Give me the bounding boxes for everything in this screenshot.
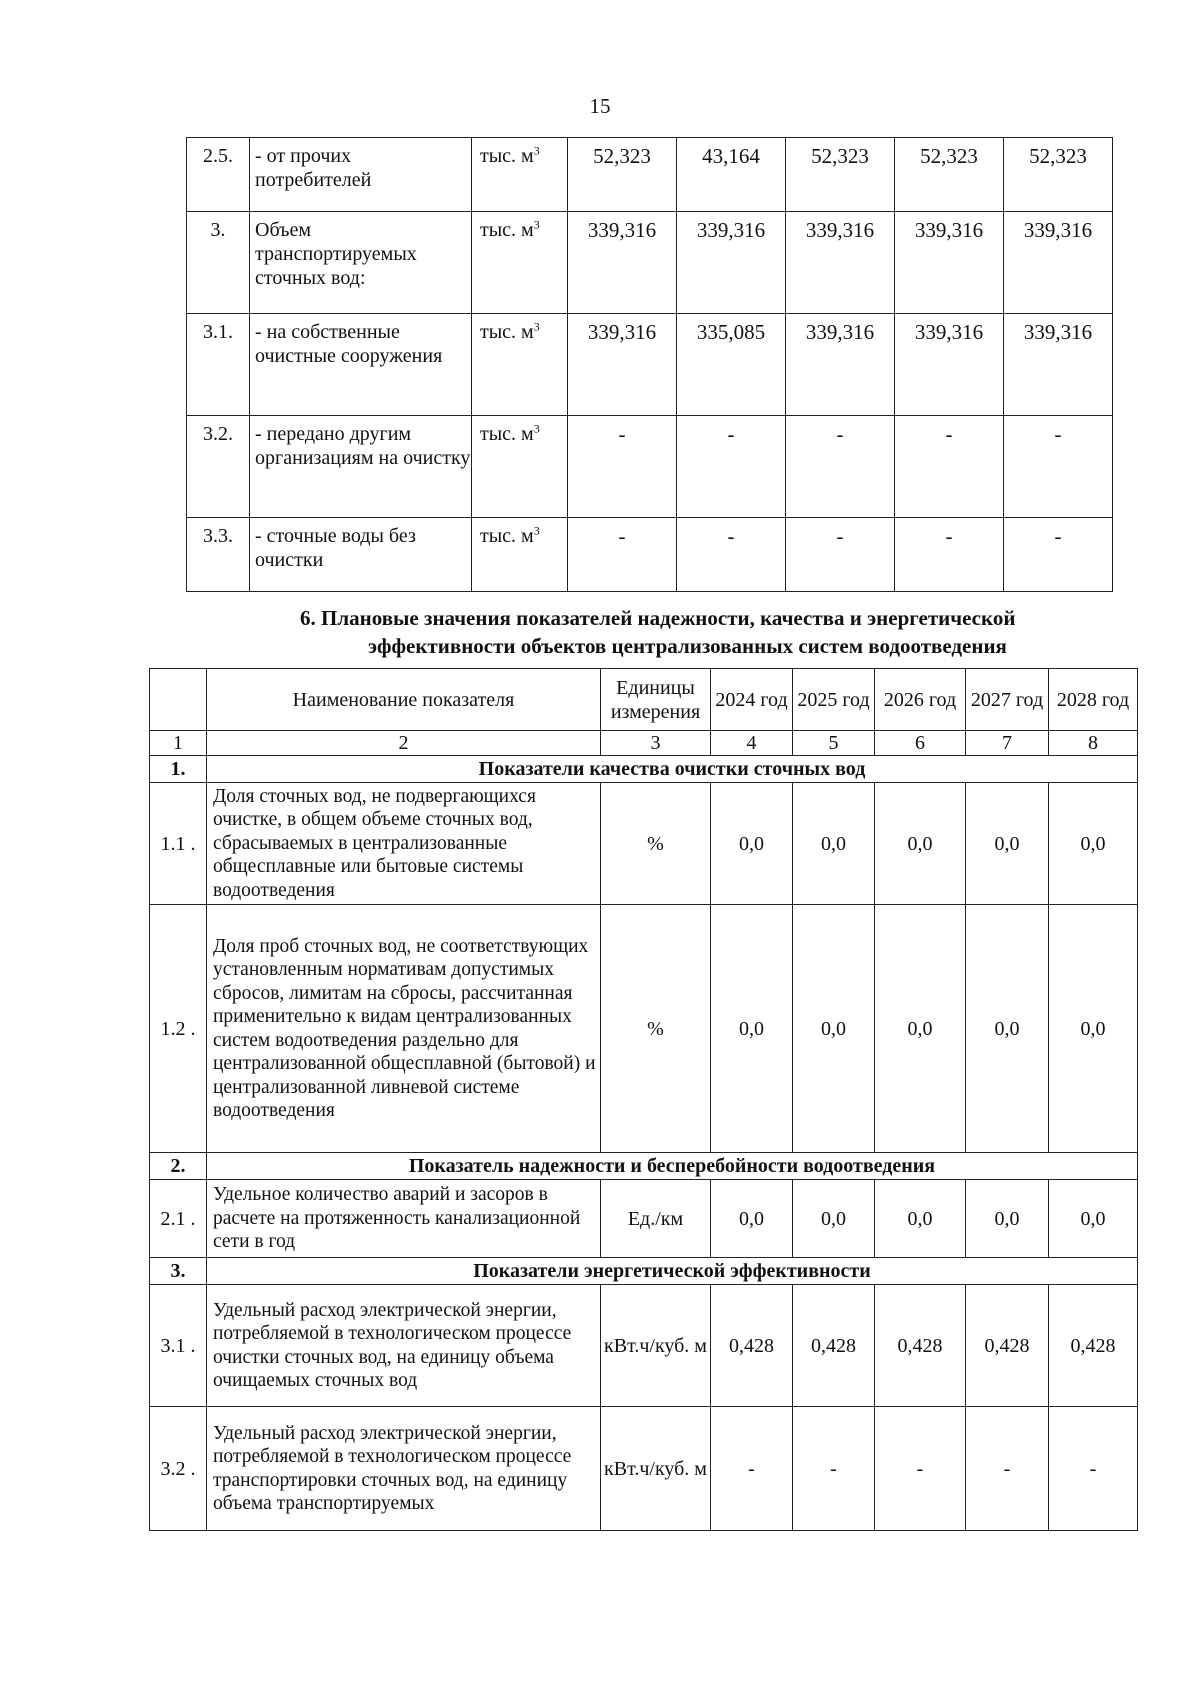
- value-cell: 0,0: [793, 783, 875, 905]
- row-unit: кВт.ч/куб. м: [601, 1285, 711, 1407]
- value-cell: 339,316: [568, 212, 677, 314]
- column-number: 1: [150, 731, 207, 756]
- row-unit: Ед./км: [601, 1180, 711, 1258]
- row-unit: кВт.ч/куб. м: [601, 1407, 711, 1531]
- row-unit: тыс. $м^3$: [472, 314, 568, 416]
- value-cell: -: [677, 416, 786, 518]
- header-year: 2026 год: [875, 669, 966, 731]
- row-name: Удельный расход электрической энергии, потребляемой в технологическом процессе транспортировки сточных вод, на единицу объема транспортируемых: [207, 1407, 601, 1531]
- header-year: 2025 год: [793, 669, 875, 731]
- row-number: 2.1 .: [150, 1180, 207, 1258]
- section-number: 1.: [150, 756, 207, 783]
- table-row: [150, 1285, 1138, 1407]
- row-unit: тыс. $м^3$: [472, 518, 568, 592]
- table-row: [187, 518, 1113, 592]
- value-cell: 0,0: [966, 783, 1049, 905]
- value-cell: 0,0: [966, 905, 1049, 1153]
- row-unit: %: [601, 905, 711, 1153]
- value-cell: 339,316: [895, 314, 1004, 416]
- row-number: 3.3.: [187, 518, 250, 592]
- value-cell: 52,323: [568, 138, 677, 212]
- header-unit: Единицы измерения: [601, 669, 711, 731]
- row-name: - передано другим организациям на очистку: [250, 416, 472, 518]
- value-cell: 0,0: [711, 783, 793, 905]
- row-number: 3.2 .: [150, 1407, 207, 1531]
- value-cell: 0,0: [793, 1180, 875, 1258]
- value-cell: 0,428: [966, 1285, 1049, 1407]
- value-cell: 52,323: [895, 138, 1004, 212]
- value-cell: -: [966, 1407, 1049, 1531]
- row-name: Объем транспортируемых сточных вод:: [250, 212, 472, 314]
- column-number: 4: [711, 731, 793, 756]
- row-number: 3.2.: [187, 416, 250, 518]
- value-cell: 339,316: [568, 314, 677, 416]
- row-unit: %: [601, 783, 711, 905]
- column-number: 6: [875, 731, 966, 756]
- value-cell: 339,316: [786, 212, 895, 314]
- row-number: 3.1.: [187, 314, 250, 416]
- value-cell: -: [568, 518, 677, 592]
- row-number: 1.2 .: [150, 905, 207, 1153]
- value-cell: 335,085: [677, 314, 786, 416]
- value-cell: -: [875, 1407, 966, 1531]
- value-cell: -: [1004, 416, 1113, 518]
- row-name: - на собственные очистные сооружения: [250, 314, 472, 416]
- column-number: 7: [966, 731, 1049, 756]
- column-number: 2: [207, 731, 601, 756]
- section-heading: [300, 604, 1120, 660]
- row-number: 3.: [187, 212, 250, 314]
- table-row: [150, 905, 1138, 1153]
- value-cell: -: [786, 416, 895, 518]
- header-year: 2027 год: [966, 669, 1049, 731]
- value-cell: 0,428: [1049, 1285, 1138, 1407]
- value-cell: 52,323: [786, 138, 895, 212]
- value-cell: -: [895, 416, 1004, 518]
- table-row: [187, 212, 1113, 314]
- table-row: [187, 138, 1113, 212]
- row-name: Доля проб сточных вод, не соответствующих установленным нормативам допустимых сбросов, лимитам на сбросы, рассчитанная применительно к видам централизованных систем водоотведения раздельно для централизованной общесплавной (бытовой) и централизованной ливневой системе водоотведения: [207, 905, 601, 1153]
- value-cell: -: [711, 1407, 793, 1531]
- row-name: Удельный расход электрической энергии, потребляемой в технологическом процессе очистки сточных вод, на единицу объема очищаемых сточных вод: [207, 1285, 601, 1407]
- value-cell: -: [677, 518, 786, 592]
- header-row: [150, 669, 1138, 731]
- section-row: [150, 1258, 1138, 1285]
- column-number-row: [150, 731, 1138, 756]
- column-number: 5: [793, 731, 875, 756]
- value-cell: -: [786, 518, 895, 592]
- section-title: Показатели качества очистки сточных вод: [207, 756, 1138, 783]
- header-year: 2024 год: [711, 669, 793, 731]
- value-cell: 339,316: [895, 212, 1004, 314]
- section-heading-line2: эффективности объектов централизованных систем водоотведения: [368, 634, 1007, 658]
- table-row: [150, 783, 1138, 905]
- value-cell: 339,316: [1004, 314, 1113, 416]
- row-name: Доля сточных вод, не подвергающихся очистке, в общем объеме сточных вод, сбрасываемых в централизованные общесплавные или бытовые системы водоотведения: [207, 783, 601, 905]
- row-unit: тыс. $м^3$: [472, 212, 568, 314]
- table-row: [187, 416, 1113, 518]
- value-cell: 43,164: [677, 138, 786, 212]
- section-number: 2.: [150, 1153, 207, 1180]
- value-cell: 339,316: [786, 314, 895, 416]
- column-number: 8: [1049, 731, 1138, 756]
- section-number: 3.: [150, 1258, 207, 1285]
- value-cell: 339,316: [677, 212, 786, 314]
- value-cell: -: [1004, 518, 1113, 592]
- column-number: 3: [601, 731, 711, 756]
- value-cell: 0,0: [966, 1180, 1049, 1258]
- header-num: [150, 669, 207, 731]
- value-cell: 0,428: [875, 1285, 966, 1407]
- value-cell: 0,428: [793, 1285, 875, 1407]
- row-number: 1.1 .: [150, 783, 207, 905]
- table-row: [150, 1407, 1138, 1531]
- volume-table: [186, 137, 1113, 592]
- value-cell: 0,0: [1049, 783, 1138, 905]
- value-cell: 0,0: [711, 905, 793, 1153]
- table-row: [150, 1180, 1138, 1258]
- value-cell: 0,0: [711, 1180, 793, 1258]
- section-row: [150, 756, 1138, 783]
- header-year: 2028 год: [1049, 669, 1138, 731]
- section-title: Показатель надежности и бесперебойности водоотведения: [207, 1153, 1138, 1180]
- row-number: 3.1 .: [150, 1285, 207, 1407]
- row-unit: тыс. $м^3$: [472, 416, 568, 518]
- value-cell: 0,0: [875, 905, 966, 1153]
- row-name: Удельное количество аварий и засоров в расчете на протяженность канализационной сети в год: [207, 1180, 601, 1258]
- row-number: 2.5.: [187, 138, 250, 212]
- value-cell: -: [895, 518, 1004, 592]
- value-cell: 0,0: [1049, 905, 1138, 1153]
- value-cell: 0,0: [875, 1180, 966, 1258]
- page-number: 15: [589, 94, 611, 118]
- value-cell: -: [568, 416, 677, 518]
- row-unit: тыс. $м^3$: [472, 138, 568, 212]
- value-cell: 0,0: [875, 783, 966, 905]
- indicators-table: [149, 668, 1138, 1531]
- section-heading-line1: 6. Плановые значения показателей надежности, качества и энергетической: [300, 606, 1016, 630]
- value-cell: 0,428: [711, 1285, 793, 1407]
- table-row: [187, 314, 1113, 416]
- value-cell: 0,0: [1049, 1180, 1138, 1258]
- header-name: Наименование показателя: [207, 669, 601, 731]
- value-cell: -: [793, 1407, 875, 1531]
- section-title: Показатели энергетической эффективности: [207, 1258, 1138, 1285]
- value-cell: -: [1049, 1407, 1138, 1531]
- row-name: - сточные воды без очистки: [250, 518, 472, 592]
- section-row: [150, 1153, 1138, 1180]
- value-cell: 0,0: [793, 905, 875, 1153]
- value-cell: 52,323: [1004, 138, 1113, 212]
- row-name: - от прочих потребителей: [250, 138, 472, 212]
- value-cell: 339,316: [1004, 212, 1113, 314]
